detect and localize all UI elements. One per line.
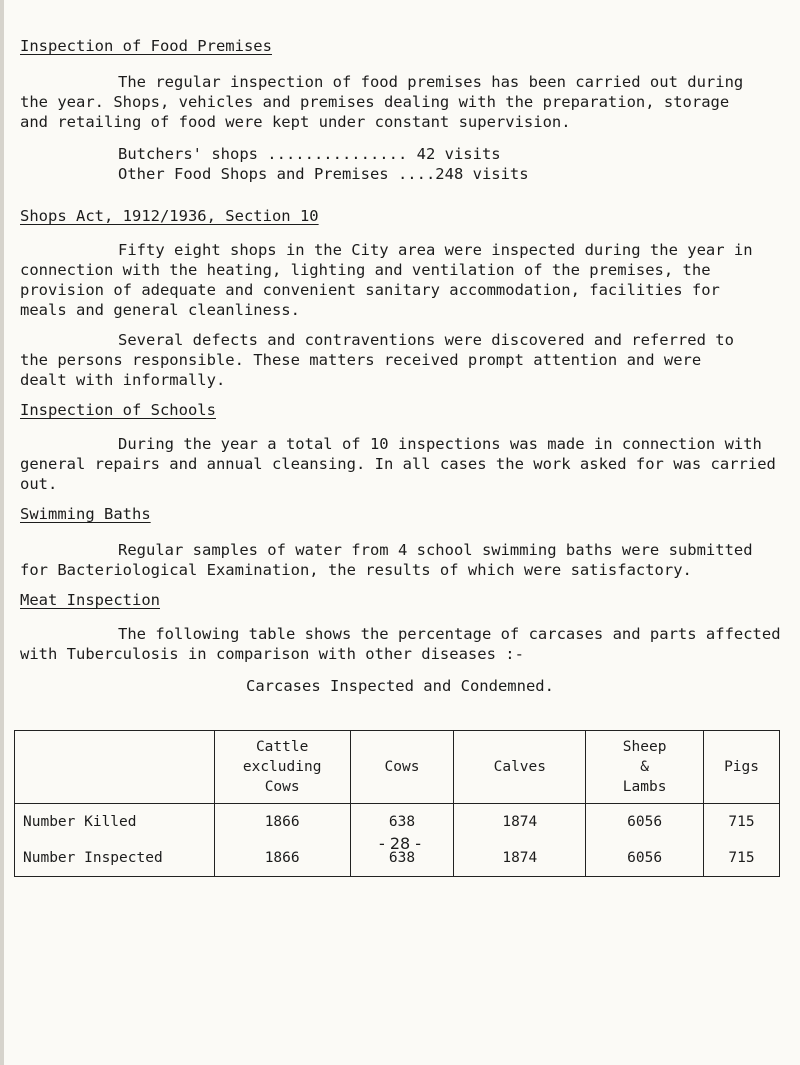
header-calves: Calves [454, 731, 586, 804]
cell-killed-cows: 638 [350, 804, 454, 841]
shops-act-paragraph-1: Fifty eight shops in the City area were inspected during the year in connection with the heating, lighting and ventilation of the premises, the provision of adequate and convenient sanitary accommodation, facilities for meals and general cleanliness. [20, 241, 753, 319]
header-pigs: Pigs [704, 731, 780, 804]
cell-inspected-cows: 638 [350, 840, 454, 877]
cell-inspected-calves: 1874 [454, 840, 586, 877]
header-cell-empty [15, 731, 215, 804]
meat-inspection-paragraph: The following table shows the percentage of carcases and parts affected with Tuberculosis in comparison with other diseases :- [20, 625, 781, 663]
cell-killed-calves: 1874 [454, 804, 586, 841]
table-header-row [15, 731, 780, 804]
schools-heading: Inspection of Schools [20, 401, 216, 419]
cell-inspected-sheep: 6056 [586, 840, 704, 877]
header-sheep-lambs [586, 731, 704, 804]
swimming-baths-paragraph: Regular samples of water from 4 school swimming baths were submitted for Bacteriological Examination, the results of which were satisfactory. [20, 541, 753, 579]
header-cows: Cows [350, 731, 454, 804]
header-sheep-lambs-text: Sheep & Lambs [622, 739, 667, 795]
cell-killed-sheep: 6056 [586, 804, 704, 841]
cell-killed-pigs: 715 [704, 804, 780, 841]
row-label-inspected: Number Inspected [15, 840, 215, 877]
header-cattle-line1: Cattle excluding Cows [242, 739, 322, 795]
shops-act-paragraph-2: Several defects and contraventions were discovered and referred to the persons responsible. These matters received prompt attention and were dealt with informally. [20, 331, 734, 389]
row-label-killed: Number Killed [15, 804, 215, 841]
page-number: - 28 - [378, 834, 422, 853]
shops-act-heading: Shops Act, 1912/1936, Section 10 [20, 207, 319, 225]
table-title: Carcases Inspected and Condemned. [246, 677, 554, 695]
meat-inspection-heading: Meat Inspection [20, 591, 160, 609]
food-premises-heading: Inspection of Food Premises [20, 37, 272, 55]
page-edge-shadow [0, 0, 4, 1065]
cell-killed-cattle: 1866 [214, 804, 350, 841]
other-shops-visits-line: Other Food Shops and Premises ....248 visits [118, 165, 529, 183]
swimming-baths-heading: Swimming Baths [20, 505, 151, 523]
food-premises-paragraph: The regular inspection of food premises has been carried out during the year. Shops, vehicles and premises dealing with the preparation, storage and retailing of food were kept under constant supervision. [20, 73, 744, 131]
carcases-table [14, 730, 780, 877]
cell-inspected-cattle: 1866 [214, 840, 350, 877]
schools-paragraph: During the year a total of 10 inspections was made in connection with general repairs and annual cleansing. In all cases the work asked for was carried out. [20, 435, 776, 493]
header-cattle [214, 731, 350, 804]
cell-inspected-pigs: 715 [704, 840, 780, 877]
butchers-visits-line: Butchers' shops ............... 42 visits [118, 145, 501, 163]
